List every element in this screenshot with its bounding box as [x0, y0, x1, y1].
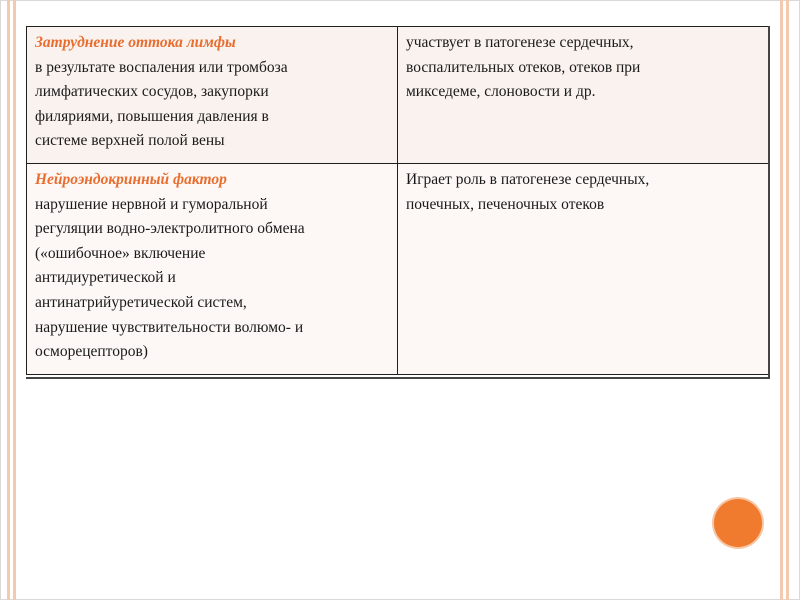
- table-shadow-right: [768, 26, 770, 379]
- factor-cell: [27, 163, 398, 374]
- factor-heading: Нейроэндокринный фактор: [35, 170, 227, 188]
- right-decor-stripe-inner: [780, 0, 783, 600]
- right-decor-stripe-outer: [786, 0, 789, 600]
- left-decor-stripe-inner: [13, 0, 16, 600]
- effect-cell: [398, 163, 770, 374]
- orange-circle-icon: [714, 499, 762, 547]
- left-decor-stripe-outer: [7, 0, 10, 600]
- factor-description: в результате воспаления или тромбоза лимфатических сосудов, закупорки филяриями, повышения давления в системе верхней полой вены: [35, 58, 288, 150]
- factor-effect: Играет роль в патогенезе сердечных, почечных, печеночных отеков: [406, 170, 650, 213]
- effect-cell: [398, 27, 770, 164]
- factor-description: нарушение нервной и гуморальной регуляции водно-электролитного обмена («ошибочное» включение антидиуретической и антинатрийуретической систем, нарушение чувствительности волюмо- и осморецепторов): [35, 195, 305, 361]
- factor-heading: Затруднение оттока лимфы: [35, 34, 236, 51]
- table-row: [27, 163, 770, 374]
- edema-factors-table: [26, 26, 770, 375]
- table-shadow-bottom: [26, 377, 770, 379]
- factor-effect: участвует в патогенезе сердечных, воспалительных отеков, отеков при микседеме, слоновости и др.: [406, 34, 641, 101]
- table-row: [27, 27, 770, 164]
- factor-cell: [27, 27, 398, 164]
